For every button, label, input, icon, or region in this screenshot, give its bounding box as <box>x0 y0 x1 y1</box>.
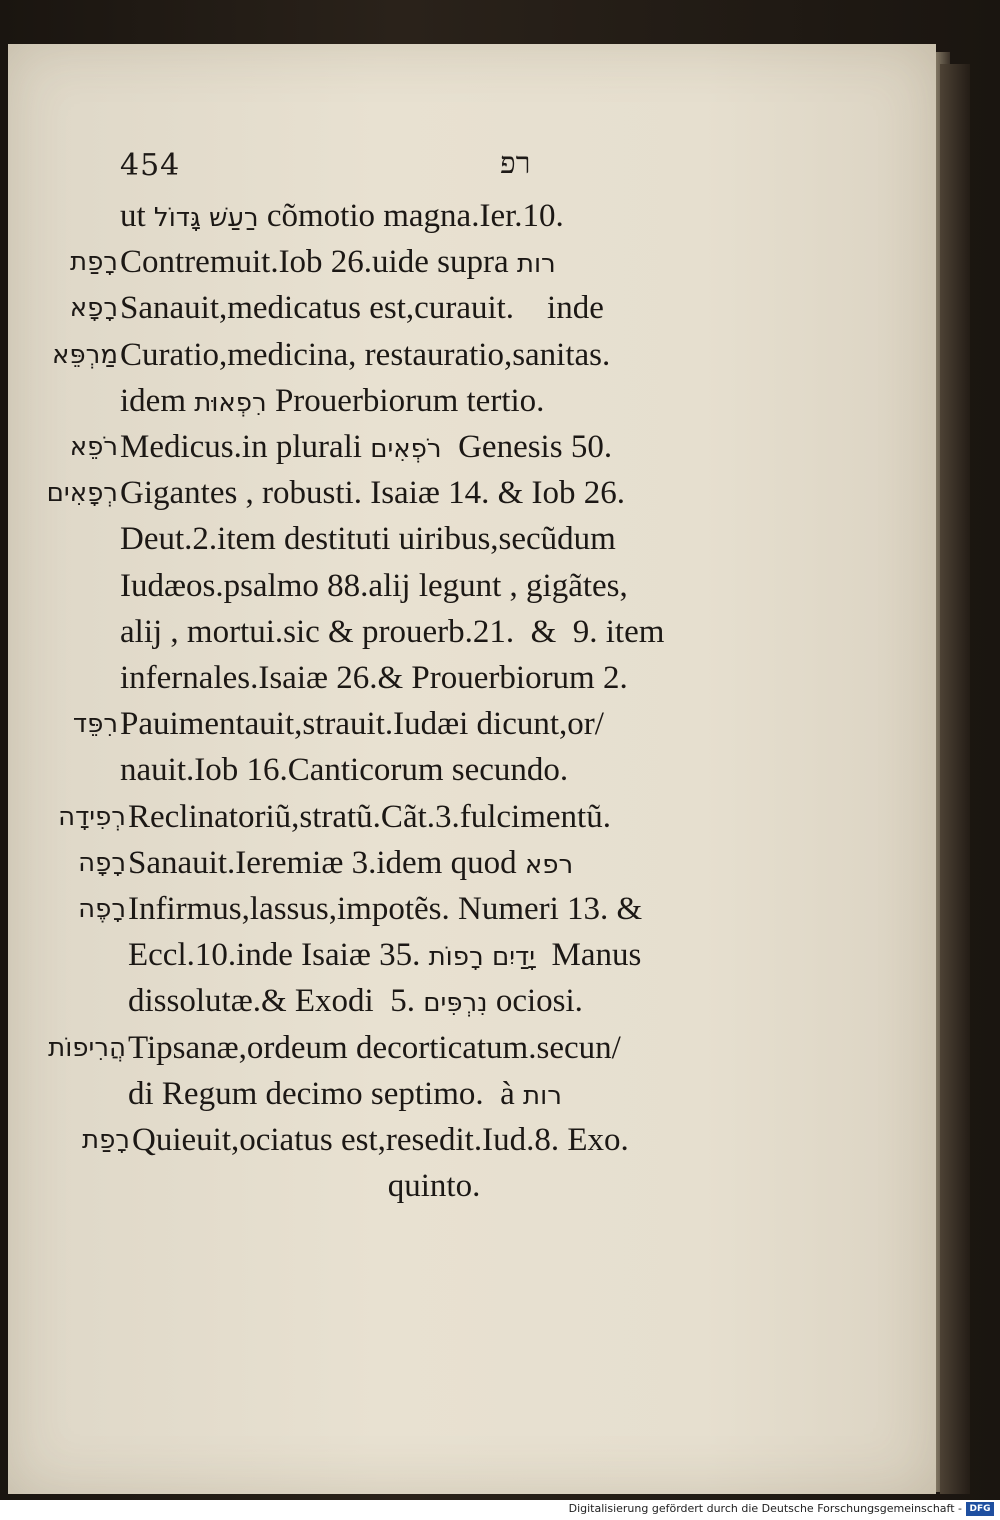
entry-line <box>120 424 612 470</box>
entry-line <box>120 655 628 701</box>
entry-line <box>128 978 583 1024</box>
entry-line <box>120 378 544 424</box>
entry-headword: רְפִידָה <box>58 801 126 832</box>
latin-text: Medicus.in plurali <box>120 429 371 465</box>
page-number: 454 <box>120 148 181 183</box>
latin-text: Sanauit,medicatus est,curauit. inde <box>120 290 604 327</box>
dfg-logo: DFG <box>966 1502 994 1516</box>
latin-text: di Regum decimo septimo. à <box>128 1075 524 1112</box>
latin-text: Curatio,medicina, restauratio,sanitas. <box>120 336 611 373</box>
entry-line <box>120 470 625 516</box>
entry-line <box>120 701 604 747</box>
entry-headword: רָפָא <box>69 293 118 324</box>
entry-headword: רִפֵּד <box>72 709 118 740</box>
entry-line <box>120 563 628 609</box>
latin-text: cõmotio magna.Ier.10. <box>258 198 564 234</box>
entry-line <box>120 747 568 793</box>
entry-line <box>128 1071 562 1117</box>
latin-text: Manus <box>535 937 642 974</box>
entry-line <box>132 1163 480 1209</box>
latin-text: Prouerbiorum tertio. <box>266 382 545 419</box>
running-head: רפ <box>500 146 531 181</box>
hebrew-text: רִפְאוּת <box>194 387 267 418</box>
latin-text: Tipsanæ,ordeum decorticatum.secun/ <box>128 1029 621 1066</box>
entry-line <box>120 609 664 655</box>
entry-line <box>120 332 610 378</box>
entry-headword: רָפָה <box>78 847 126 878</box>
latin-text: Infirmus,lassus,impotẽs. Numeri 13. & <box>128 891 643 927</box>
latin-text: ociosi. <box>487 983 583 1020</box>
entry-line <box>120 516 616 562</box>
latin-text: ut <box>120 198 154 234</box>
hebrew-text: רות <box>516 249 556 280</box>
hebrew-text: רות <box>523 1080 562 1111</box>
latin-text: nauit.Iob 16.Canticorum secundo. <box>120 752 569 789</box>
latin-text: Genesis 50. <box>441 429 613 465</box>
hebrew-text: יָדַיִם רָפוֹת <box>428 942 536 973</box>
book-binding-shadow <box>940 64 970 1494</box>
latin-text: Quieuit,ociatus est,resedit.Iud.8. Exo. <box>132 1122 629 1158</box>
entry-headword: מַרְפֵּא <box>52 339 118 370</box>
entry-line <box>128 932 641 978</box>
entry-headword: רָפֶה <box>78 894 126 924</box>
latin-text: Iudæos.psalmo 88.alij legunt , gigãtes, <box>120 567 628 604</box>
latin-text: dissolutæ.& Exodi 5. <box>128 983 424 1020</box>
latin-text: idem <box>120 382 195 419</box>
latin-text: Reclinatoriũ,stratũ.Cãt.3.fulcimentũ. <box>128 798 611 835</box>
entry-line <box>120 239 556 285</box>
latin-text: quinto. <box>132 1168 481 1205</box>
hebrew-text: רַעַשׁ גָּדוֹל <box>153 203 259 233</box>
entry-line <box>120 193 564 239</box>
entry-line <box>128 794 611 840</box>
latin-text: infernales.Isaiæ 26.& Prouerbiorum 2. <box>120 660 628 696</box>
hebrew-text: נִרְפִּים <box>423 988 488 1019</box>
latin-text: Deut.2.item destituti uiribus,secũdum <box>120 521 616 558</box>
entry-headword: רְפָאִים <box>46 478 118 509</box>
latin-text: Sanauit.Ieremiæ 3.idem quod <box>128 844 525 881</box>
latin-text: alij , mortui.sic & prouerb.21. & 9. item <box>120 613 665 650</box>
latin-text: Contremuit.Iob 26.uide supra <box>120 244 517 281</box>
entry-line <box>132 1117 629 1163</box>
entry-headword: רָפַת <box>81 1125 130 1155</box>
latin-text: Gigantes , robusti. Isaiæ 14. & Iob 26. <box>120 475 626 512</box>
latin-text: Pauimentauit,strauit.Iudæi dicunt,or/ <box>120 706 604 743</box>
hebrew-text: רפא <box>524 849 574 880</box>
hebrew-text: רֹפְאִים <box>370 434 442 464</box>
entry-headword: רָפַת <box>69 247 118 278</box>
entry-line <box>128 886 642 932</box>
entry-line <box>128 1025 621 1071</box>
entry-line <box>128 840 573 886</box>
latin-text: Eccl.10.inde Isaiæ 35. <box>128 937 429 974</box>
entry-line <box>120 285 604 331</box>
entry-headword: הֲרִיפוֹת <box>48 1032 126 1063</box>
entry-headword: רֹפֵא <box>69 432 118 462</box>
footer-credit: Digitalisierung gefördert durch die Deutsche Forschungsgemeinschaft - <box>568 1502 962 1515</box>
